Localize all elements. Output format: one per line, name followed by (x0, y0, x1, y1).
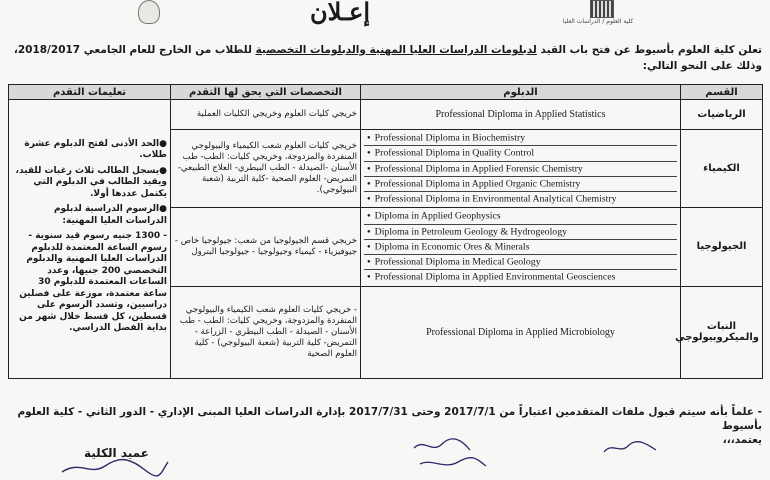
instructions-cell (9, 100, 171, 379)
university-logo-icon (138, 0, 160, 24)
dept-cell: الجيولوجيا (681, 208, 763, 286)
header-dept: القسم (681, 85, 763, 100)
handwritten-signature-icon (600, 438, 660, 458)
list-item: ● Professional Diploma in Applied Environmental Geosciences (364, 270, 677, 284)
intro-text-b: لدبلومات الدراسات العليا المهنية والدبلومات التخصصية (255, 44, 537, 56)
list-item: ● Diploma in Petroleum Geology & Hydrogeology (364, 225, 677, 240)
handwritten-signature-icon (410, 436, 490, 472)
table-header-row (9, 85, 763, 100)
diploma-cell: Professional Diploma in Applied Microbiology (361, 286, 681, 378)
footer-approval: يعتمد،،، (722, 434, 762, 446)
list-item: ● Professional Diploma in Environmental Analytical Chemistry (364, 192, 677, 206)
list-item: ● Professional Diploma in Medical Geology (364, 255, 677, 270)
faculty-logo-caption: كلية العلوم / الدراسات العليا (562, 18, 634, 25)
dept-cell: النبات والميكروبيولوجي (681, 286, 763, 378)
faculty-logo-icon (590, 0, 614, 18)
instruction-item: - 1300 جنيه رسوم قيد سنوية - رسوم الساعة المعتمدة للدبلوم الدراسات العليا المهنية والدبلوم التخصصي 200 جنيها، وعدد الساعات المعتمدة للدبلوم 30 ساعة معتمدة، موزعة على فصلين دراسيين، وتسدد الرسوم على قسطين، كل قسط خلال شهر من بداية الفصل الدراسي. (19, 231, 167, 334)
instruction-item: ●يسجل الطالب ثلاث رغبات للقيد، ويقيد الطالب في الدبلوم التي يكتمل عددها أولا. (15, 165, 167, 199)
list-item: ● Professional Diploma in Quality Control (364, 146, 677, 161)
diploma-list (364, 209, 677, 284)
header-instructions: تعليمات التقدم (9, 85, 171, 100)
footer-line: - علماً بأنه سيتم قبول ملفات المتقدمين اعتباراً من 2017/7/1 وحتى 2017/7/31 بإدارة الدراسات العليا المبنى الإداري - الدور الثاني - كلية العلوم بأسيوط (17, 406, 762, 432)
list-item: ● Diploma in Applied Geophysics (364, 209, 677, 224)
intro-paragraph (10, 42, 762, 74)
dean-label: عميد الكلية (84, 446, 149, 460)
dept-cell: الكيمياء (681, 130, 763, 208)
specializations-cell: خريجي كليات العلوم وخريجي الكليات العملية (171, 100, 361, 130)
diploma-cell (361, 208, 681, 286)
list-item: ● Diploma in Economic Ores & Minerals (364, 240, 677, 255)
dept-cell: الرياضيات (681, 100, 763, 130)
specializations-cell: خريجي قسم الجيولوجيا من شعب: جيولوجيا خاص - جيوفيزياء - كيمياء وجيولوجيا - جيولوجيا البترول (171, 208, 361, 286)
page-title: إعـلان (310, 0, 370, 26)
header-specializations: التخصصات التي يحق لها التقدم (171, 85, 361, 100)
diploma-cell (361, 130, 681, 208)
dean-signature-icon (60, 456, 170, 478)
list-item: ● Professional Diploma in Biochemistry (364, 131, 677, 146)
list-item: ● Professional Diploma in Applied Organic Chemistry (364, 177, 677, 192)
intro-text-a: تعلن كلية العلوم بأسيوط عن فتح باب القيد (540, 44, 762, 56)
diplomas-table (8, 84, 763, 379)
list-item: ● Professional Diploma in Applied Forensic Chemistry (364, 162, 677, 177)
instruction-item: ●الحد الأدنى لفتح الدبلوم عشرة طلاب. (24, 138, 167, 161)
specializations-cell: خريجي كليات العلوم شعب الكيمياء والبيولوجي المنفردة والمزدوجة، وخريجي كليات: الطب- طب الأسنان -الصيدلة - الطب البيطري- العلاج الطبيعي- التمريض- العلوم الصحية -كلية التربية (شعبة البيولوجي). (171, 130, 361, 208)
diploma-list (364, 131, 677, 206)
diploma-cell: Professional Diploma in Applied Statistics (361, 100, 681, 130)
header-diploma: الدبلوم (361, 85, 681, 100)
intro-text-c: للطلاب من الخارج للعام الجامعي 2018/2017، (13, 44, 252, 56)
instruction-item: ●الرسوم الدراسية لدبلوم الدراسات العليا المهنية: (53, 204, 167, 226)
intro-text-d: وذلك على النحو التالي: (642, 60, 762, 72)
table-row-math (9, 100, 763, 130)
specializations-cell: - خريجي كليات العلوم شعب الكيمياء والبيولوجي المنفردة والمزدوجة، وخريجي كليات: الطب - طب الأسنان - الصيدلة - الطب البيطري - الزراعة - التمريض- كلية التربية (شعبة البيولوجي) - كلية العلوم الصحية (171, 286, 361, 378)
